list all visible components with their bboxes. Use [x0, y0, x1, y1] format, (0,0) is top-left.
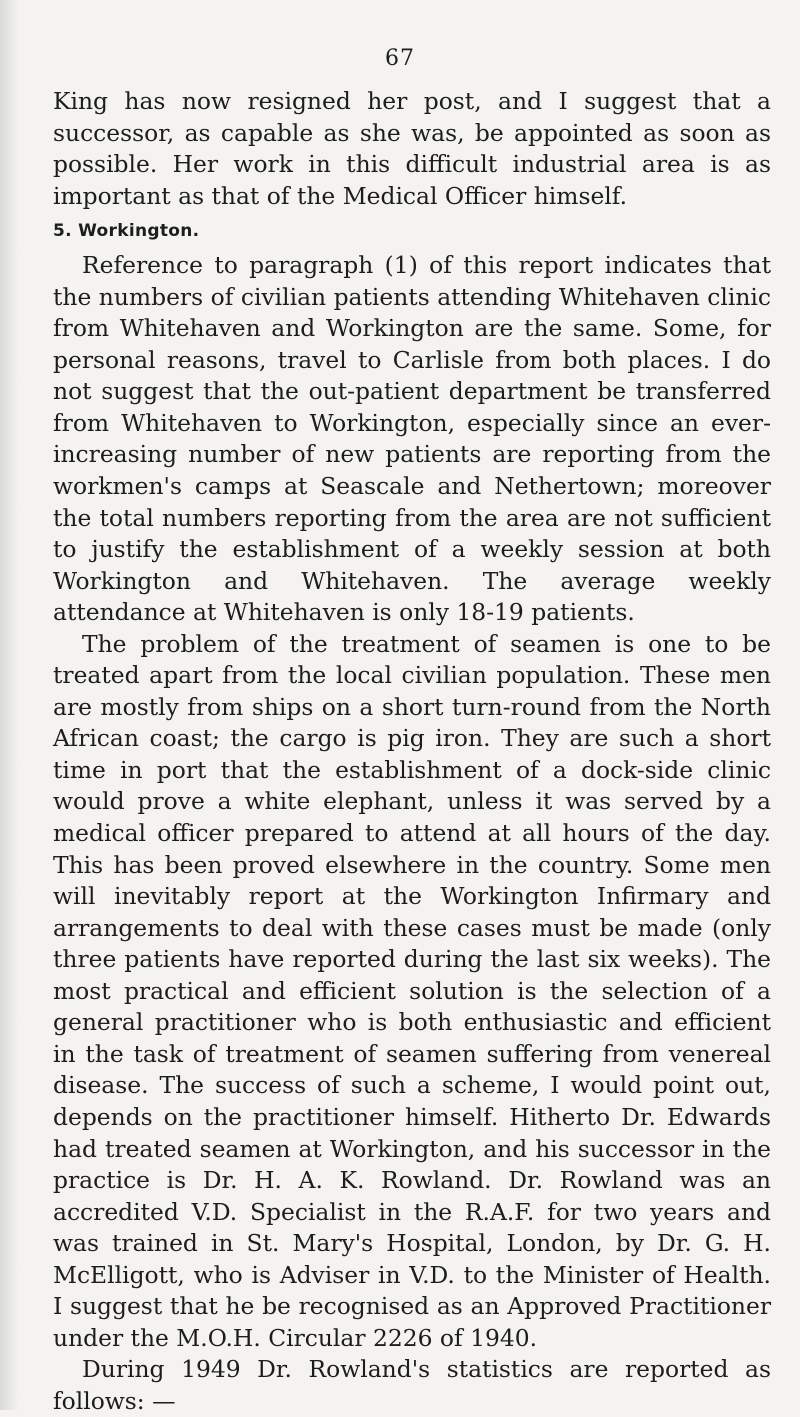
paragraph-reference: Reference to paragraph (1) of this report indicates that the numbers of civilian patients attending Whitehaven clinic from Whitehaven and Workington are the same. Some, for personal reasons, travel to Carlisle from both places. I do not suggest that the out-patient department be transferred from Whitehaven to Workington, especially since an ever-increasing number of new patients are reporting from the workmen's camps at Seascale and Nethertown; moreover the total numbers reporting from the area are not sufficient to justify the establishment of a weekly session at both Workington and Whitehaven. The average weekly attendance at Whitehaven is only 18-19 patients. [53, 251, 771, 627]
document-body [53, 86, 771, 1417]
paragraph-seamen-treatment: The problem of the treatment of seamen is one to be treated apart from the local civilian population. These men are mostly from ships on a short turn-round from the North African coast; the cargo is pig iron. They are such a short time in port that the establishment of a dock-side clinic would prove a white elephant, unless it was served by a medical officer prepared to attend at all hours of the day. This has been proved elsewhere in the country. Some men will inevitably report at the Workington Infirmary and arrangements to deal with these cases must be made (only three patients have reported during the last six weeks). The most practical and efficient solution is the selection of a general practitioner who is both enthusiastic and efficient in the task of treatment of seamen suffering from venereal disease. The success of such a scheme, I would point out, depends on the practitioner himself. Hitherto Dr. Edwards had treated seamen at Workington, and his successor in the practice is Dr. H. A. K. Rowland. Dr. Rowland was an accredited V.D. Specialist in the R.A.F. for two years and was trained in St. Mary's Hospital, London, by Dr. G. H. McElligott, who is Adviser in V.D. to the Minister of Health. I suggest that he be recognised as an Approved Practitioner under the M.O.H. Circular 2226 of 1940. [53, 629, 771, 1352]
paragraph-continuation: King has now resigned her post, and I suggest that a successor, as capable as she was, be appointed as soon as possible. Her work in this difficult industrial area is as important as that of the Medical Officer himself. [53, 87, 771, 210]
section-heading-workington: 5. Workington. [53, 221, 200, 242]
paragraph-statistics-intro: During 1949 Dr. Rowland's statistics are reported as follows: — [53, 1355, 771, 1415]
page-number: 67 [385, 46, 415, 71]
page-edge-shadow [0, 0, 18, 1410]
